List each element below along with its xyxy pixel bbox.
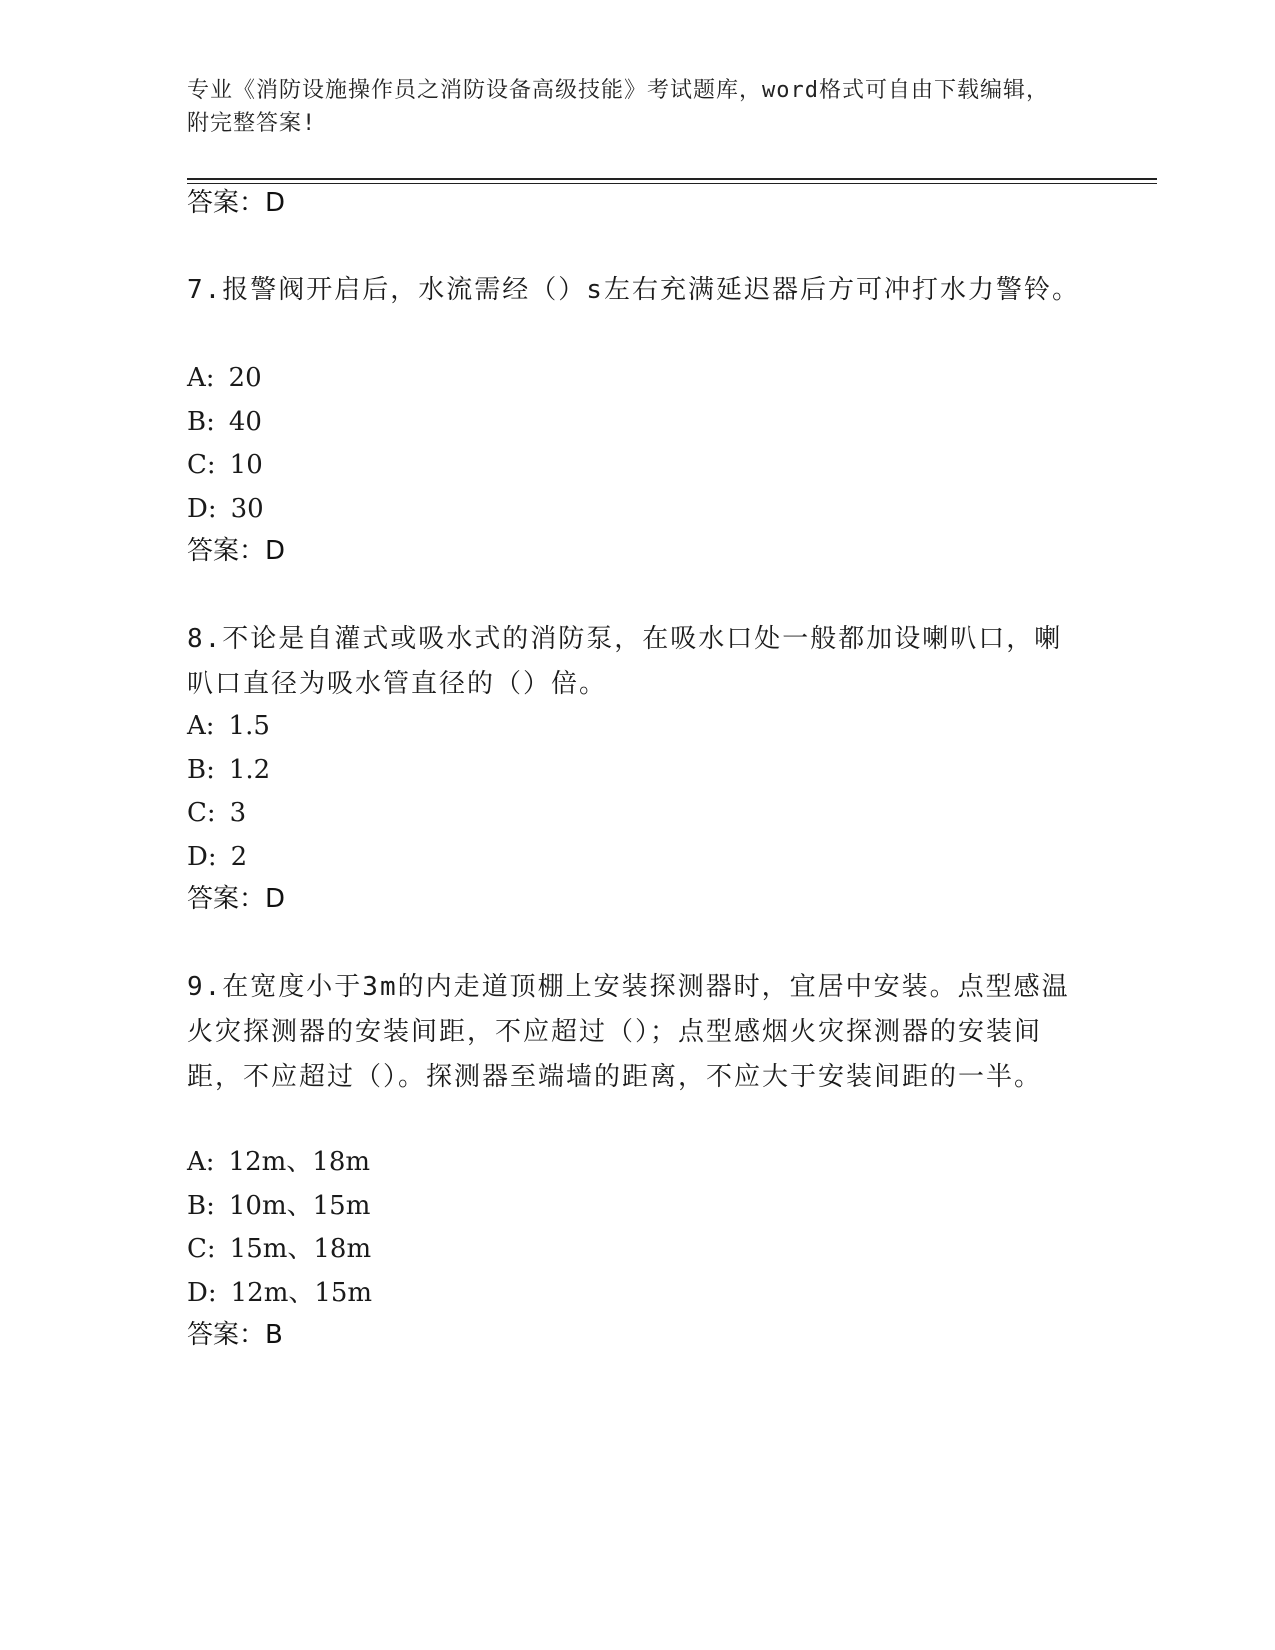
option-a [187,1145,370,1179]
option-key: A: [187,711,215,741]
option-key: D: [187,842,217,872]
question-text: 7.报警阀开启后，水流需经（）s左右充满延迟器后方可冲打水力警铃。 [187,275,1080,305]
option-value: 1.2 [228,755,271,785]
question-text: 9.在宽度小于3m的内走道顶棚上安装探测器时，宜居中安装。点型感温火灾探测器的安装间距，不应超过（）；点型感烟火灾探测器的安装间距，不应超过（）。探测器至端墙的距离，不应大于安装间距的一半。 [187,972,1070,1092]
option-key: A: [187,363,215,393]
option-value: 12m、15m [230,1278,373,1308]
answer-label: 答案：D [187,536,286,566]
option-key: D: [187,494,217,524]
question-text: 8.不论是自灌式或吸水式的消防泵，在吸水口处一般都加设喇叭口，喇叭口直径为吸水管直径的（）倍。 [187,624,1063,699]
option-key: A: [187,1147,215,1177]
option-key: B: [187,755,215,785]
option-value: 10m、15m [228,1191,371,1221]
option-value: 3 [229,798,247,828]
header-divider-thin [187,183,1157,184]
option-value: 30 [230,494,264,524]
option-value: 2 [230,842,248,872]
option-value: 40 [228,407,262,437]
option-c [187,796,246,830]
option-key: B: [187,407,215,437]
option-c [187,448,263,482]
option-value: 12m、18m [228,1147,371,1177]
option-d [187,492,264,526]
option-b [187,405,262,439]
option-value: 20 [228,363,262,393]
option-a [187,361,262,395]
answer-label: 答案：D [187,884,286,914]
option-b [187,1189,370,1223]
option-value: 1.5 [228,711,270,741]
option-d [187,1276,372,1310]
option-value: 10 [229,450,263,480]
option-key: B: [187,1191,215,1221]
option-value: 15m、18m [229,1234,372,1264]
answer-label: 答案：B [187,1320,283,1350]
option-b [187,753,270,787]
option-c [187,1232,371,1266]
option-d [187,840,247,874]
answer-label: 答案：D [187,188,286,218]
option-key: C: [187,450,216,480]
header-note: 专业《消防设施操作员之消防设备高级技能》考试题库，word格式可自由下载编辑，附完整答案! [187,78,1049,136]
header-divider [187,178,1157,180]
option-key: C: [187,798,216,828]
option-key: D: [187,1278,217,1308]
option-a [187,709,270,743]
option-key: C: [187,1234,216,1264]
